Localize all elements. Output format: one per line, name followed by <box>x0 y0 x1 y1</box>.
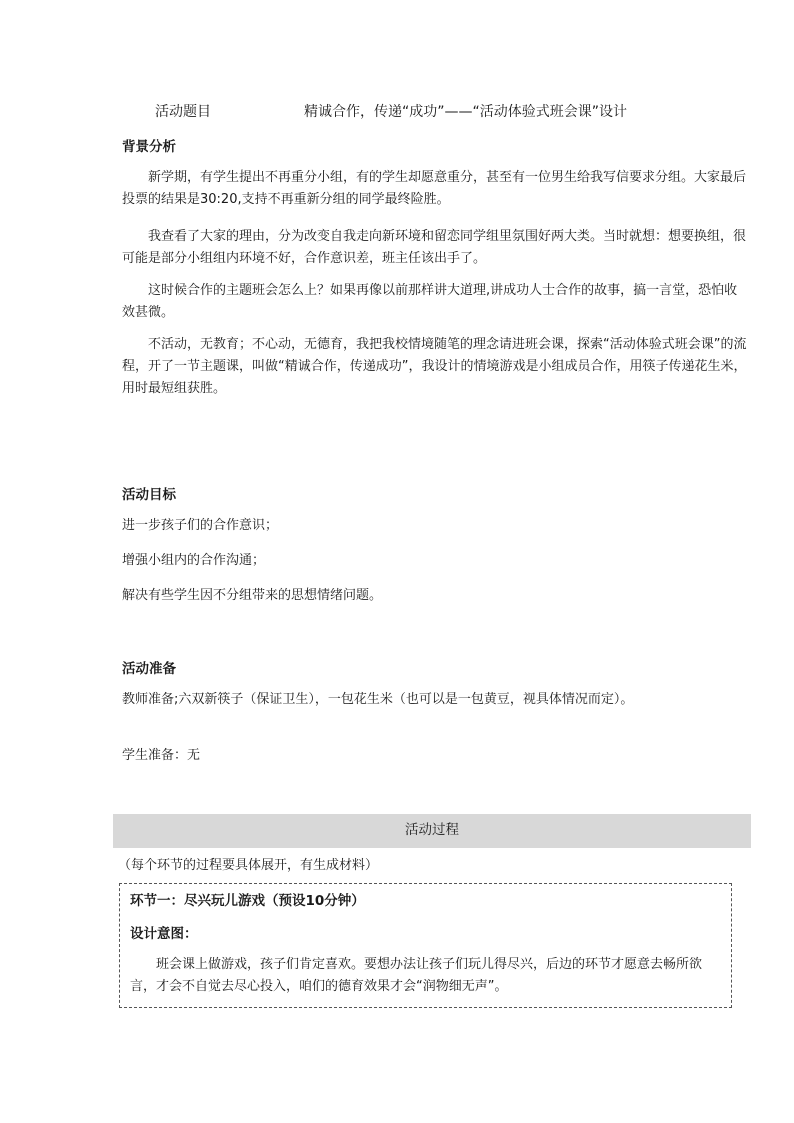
goals-heading: 活动目标 <box>122 487 176 503</box>
background-paragraph-2: 我查看了大家的理由，分为改变自我走向新环境和留恋同学组里氛围好两大类。当时就想：想要换组，很可能是部分小组组内环境不好，合作意识差，班主任该出手了。 <box>122 229 747 266</box>
design-intent-heading: 设计意图： <box>130 926 198 942</box>
activity-title-label: 活动题目 <box>155 104 211 120</box>
step-1-box <box>119 883 732 1008</box>
background-paragraph-4: 不活动，无教育；不心动，无德育，我把我校情境随笔的理念请进班会课，探索“活动体验式班会课”的流程，开了一节主题课，叫做“精诚合作，传递成功”，我设计的情境游戏是小组成员合作，用筷子传递花生米，用时最短组获胜。 <box>122 337 747 396</box>
goal-item-2: 增强小组内的合作沟通； <box>122 553 266 568</box>
activity-title: 精诚合作，传递“成功”——“活动体验式班会课”设计 <box>304 104 628 120</box>
process-note: （每个环节的过程要具体展开，有生成材料） <box>118 858 379 873</box>
teacher-prep: 教师准备;六双新筷子（保证卫生），一包花生米（也可以是一包黄豆，视具体情况而定）。 <box>122 692 634 707</box>
background-paragraph-1: 新学期，有学生提出不再重分小组，有的学生却愿意重分，甚至有一位男生给我写信要求分组。大家最后投票的结果是30:20,支持不再重新分组的同学最终险胜。 <box>122 170 747 207</box>
process-header-label: 活动过程 <box>405 822 459 838</box>
goal-item-1: 进一步孩子们的合作意识； <box>122 518 279 533</box>
student-prep: 学生准备：无 <box>122 748 201 763</box>
prep-heading: 活动准备 <box>122 661 176 677</box>
background-heading: 背景分析 <box>122 139 176 155</box>
goal-item-3: 解决有些学生因不分组带来的思想情绪问题。 <box>122 588 383 603</box>
step-1-title: 环节一：尽兴玩儿游戏（预设10分钟） <box>130 893 365 909</box>
design-intent-text: 班会课上做游戏，孩子们肯定喜欢。要想办法让孩子们玩儿得尽兴，后边的环节才愿意去畅所欲言，才会不自觉去尽心投入，咱们的德育效果才会“润物细无声”。 <box>130 957 703 994</box>
background-paragraph-3: 这时候合作的主题班会怎么上？如果再像以前那样讲大道理,讲成功人士合作的故事，搞一言堂，恐怕收效甚微。 <box>122 283 738 320</box>
process-header-bar <box>113 814 751 848</box>
